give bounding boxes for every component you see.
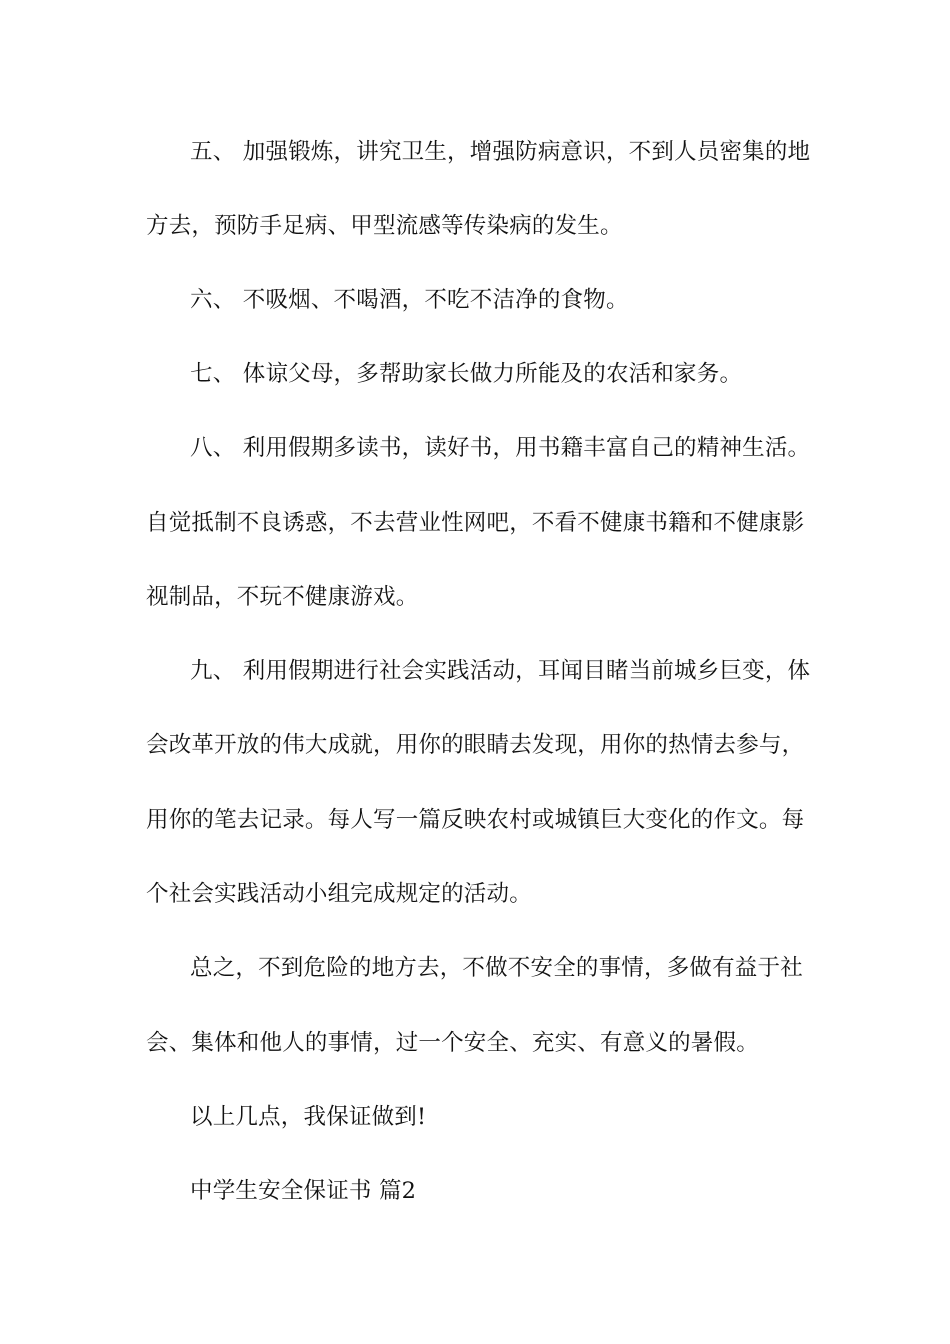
pledge-line: 以上几点，我保证做到!: [190, 1104, 427, 1130]
paragraph-5-line-2: 方去，预防手足病、甲型流感等传染病的发生。: [146, 213, 623, 239]
paragraph-6: 六、 不吸烟、不喝酒，不吃不洁净的食物。: [190, 287, 629, 313]
paragraph-8-line-3: 视制品，不玩不健康游戏。: [146, 584, 419, 610]
paragraph-5-line-1: 五、 加强锻炼，讲究卫生，增强防病意识，不到人员密集的地: [190, 139, 811, 165]
paragraph-7: 七、 体谅父母，多帮助家长做力所能及的农活和家务。: [190, 361, 743, 387]
paragraph-9-line-3: 用你的笔去记录。每人写一篇反映农村或城镇巨大变化的作文。每: [146, 807, 805, 833]
paragraph-8-line-1: 八、 利用假期多读书，读好书，用书籍丰富自己的精神生活。: [190, 435, 811, 461]
paragraph-8-line-2: 自觉抵制不良诱惑，不去营业性网吧，不看不健康书籍和不健康影: [146, 510, 805, 536]
paragraph-9-line-1: 九、 利用假期进行社会实践活动，耳闻目睹当前城乡巨变，体: [190, 658, 811, 684]
summary-line-1: 总之，不到危险的地方去，不做不安全的事情，多做有益于社: [190, 955, 803, 981]
section-heading: 中学生安全保证书 篇2: [190, 1178, 417, 1204]
paragraph-9-line-2: 会改革开放的伟大成就，用你的眼睛去发现，用你的热情去参与，: [146, 732, 805, 758]
summary-line-2: 会、集体和他人的事情，过一个安全、充实、有意义的暑假。: [146, 1030, 759, 1056]
paragraph-9-line-4: 个社会实践活动小组完成规定的活动。: [146, 881, 532, 907]
